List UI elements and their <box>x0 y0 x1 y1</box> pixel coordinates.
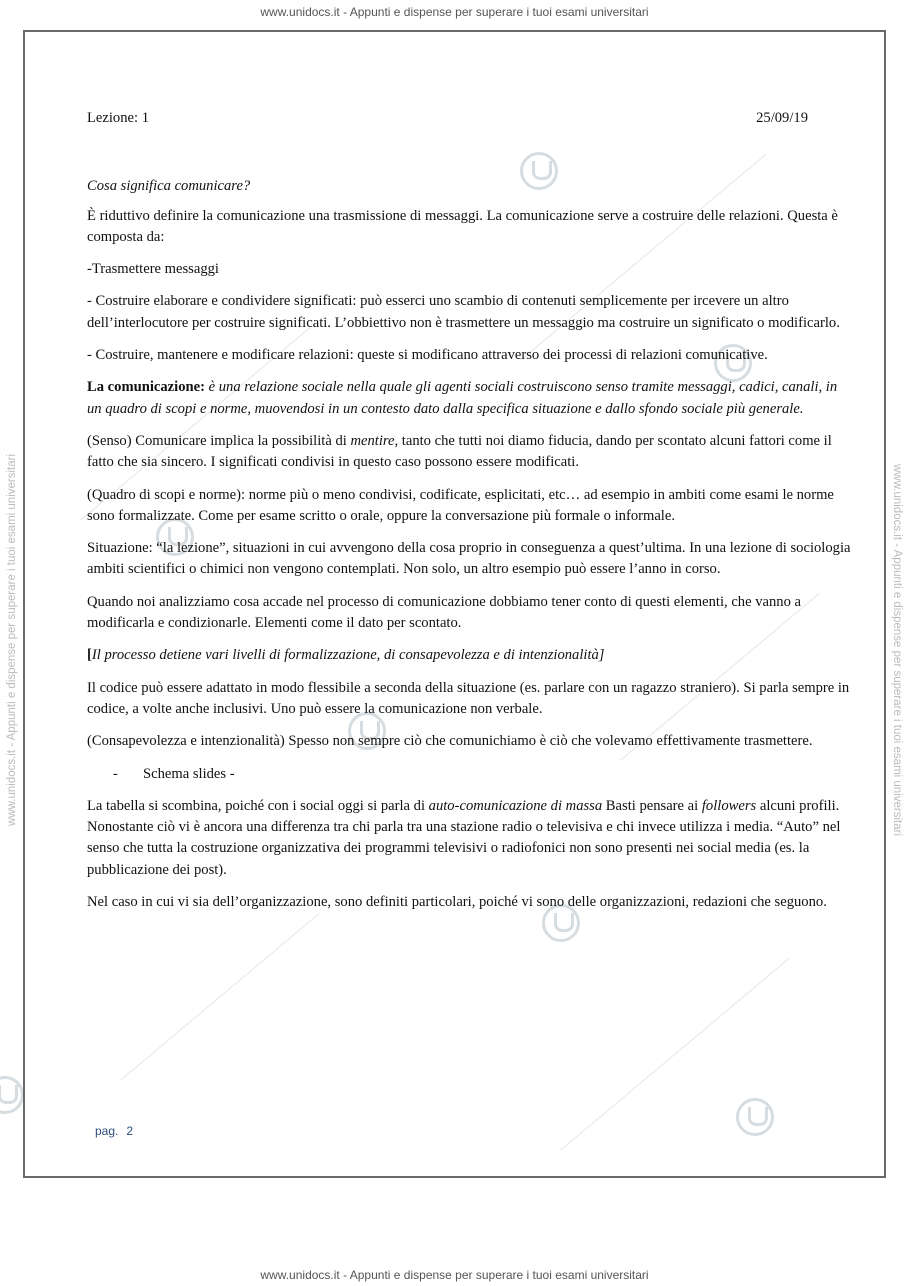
quadro-paragraph: (Quadro di scopi e norme): norme più o meno condivisi, codificate, esplicitati, etc… ad esempio in ambiti come esami le norme sono formalizzate. Come per esame scritto o orale, oppure la conversazione più formale o informale. <box>87 486 834 524</box>
definition-text: è una relazione sociale nella quale gli agenti sociali costruiscono senso tramite messaggi, cadici, canali, in un quadro di scopi e norme, muovendosi in un contesto dato dalla specifica situazione e dallo sfondo sociale più generale. <box>87 379 838 417</box>
senso-paragraph: (Senso) Comunicare implica la possibilità di mentire, tanto che tutti noi diamo fiducia, dando per scontato alcuni fattori come il fatto che sia sincero. I significati condivisi in questo caso possono essere modificati. <box>87 432 832 471</box>
site-banner-top[interactable]: www.unidocs.it - Appunti e dispense per superare i tuoi esami universitari <box>260 5 649 19</box>
page-number: pag. 2 <box>95 1124 134 1138</box>
bullet-item: - Schema slides - <box>113 765 235 782</box>
situazione-paragraph: Situazione: “la lezione”, situazioni in cui avvengono della cosa proprio in conseguenza a quest’ultima. In una lezione di sociologia ambiti scientifici o chimici non vengono contemplati. Non solo, un altro esempio può essere l’anno in corso. <box>87 540 851 578</box>
caso-paragraph: Nel caso in cui vi sia dell’organizzazione, sono definiti particolari, poiché vi sono delle organizzazioni, redazioni che seguono. <box>87 894 827 911</box>
site-banner-right: www.unidocs.it - Appunti e dispense per superare i tuoi esami universitari <box>891 463 903 837</box>
list-item: -Trasmettere messaggi <box>87 261 219 278</box>
consapevolezza-paragraph: (Consapevolezza e intenzionalità) Spesso non sempre ciò che comunichiamo è ciò che volevamo effettivamente trasmettere. <box>87 733 813 750</box>
lesson-date: 25/09/19 <box>756 110 808 126</box>
bracket-note: [Il processo detiene vari livelli di formalizzazione, di consapevolezza e di intenzionalità] <box>87 647 605 664</box>
processo-paragraph: Quando noi analizziamo cosa accade nel processo di comunicazione dobbiamo tener conto di questi elementi, che vanno a modificarla e condizionarle. Elementi come il dato per scontato. <box>87 593 802 632</box>
site-banner-left: www.unidocs.it - Appunti e dispense per superare i tuoi esami universitari <box>6 453 18 827</box>
site-banner-bottom[interactable]: www.unidocs.it - Appunti e dispense per superare i tuoi esami universitari <box>260 1268 649 1282</box>
intro-paragraph: È riduttivo definire la comunicazione una trasmissione di messaggi. La comunicazione serve a costruire delle relazioni. Questa è composta da: <box>87 207 838 245</box>
definition-term: La comunicazione: <box>87 379 205 396</box>
definition-paragraph <box>87 377 852 420</box>
lesson-number: Lezione: 1 <box>87 110 149 126</box>
list-item: - Costruire, mantenere e modificare relazioni: queste si modificano attraverso dei processi di relazioni comunicative. <box>87 347 768 364</box>
lesson-header <box>87 108 808 129</box>
section-title: Cosa significa comunicare? <box>87 178 251 195</box>
list-item: - Costruire elaborare e condividere significati: può esserci uno scambio di contenuti semplicemente per ircevere un altro dell’interlocutore per costruire significati. L’obbiettivo non è trasmettere un messaggio ma costruire un significato o modificarlo. <box>87 293 840 331</box>
document-page <box>87 108 852 924</box>
tabella-paragraph: La tabella si scombina, poiché con i social oggi si parla di auto-comunicazione di massa Basti pensare ai followers alcuni profili. Nonostante ciò vi è ancora una differenza tra chi parla tra una stazione radio o televisiva e chi invece utilizza i media. “Auto” nel senso che tutta la costruzione organizzativa dei programmi televisivi o radiofonici non sono presenti nei social media (es. la pubblicazione dei post). <box>87 797 841 878</box>
codice-paragraph: Il codice può essere adattato in modo flessibile a seconda della situazione (es. parlare con un ragazzo straniero). Si parla sempre in codice, a volte anche inclusivi. Uno può essere la comunicazione non verbale. <box>87 679 850 717</box>
unidocs-logo-icon <box>0 1076 24 1114</box>
